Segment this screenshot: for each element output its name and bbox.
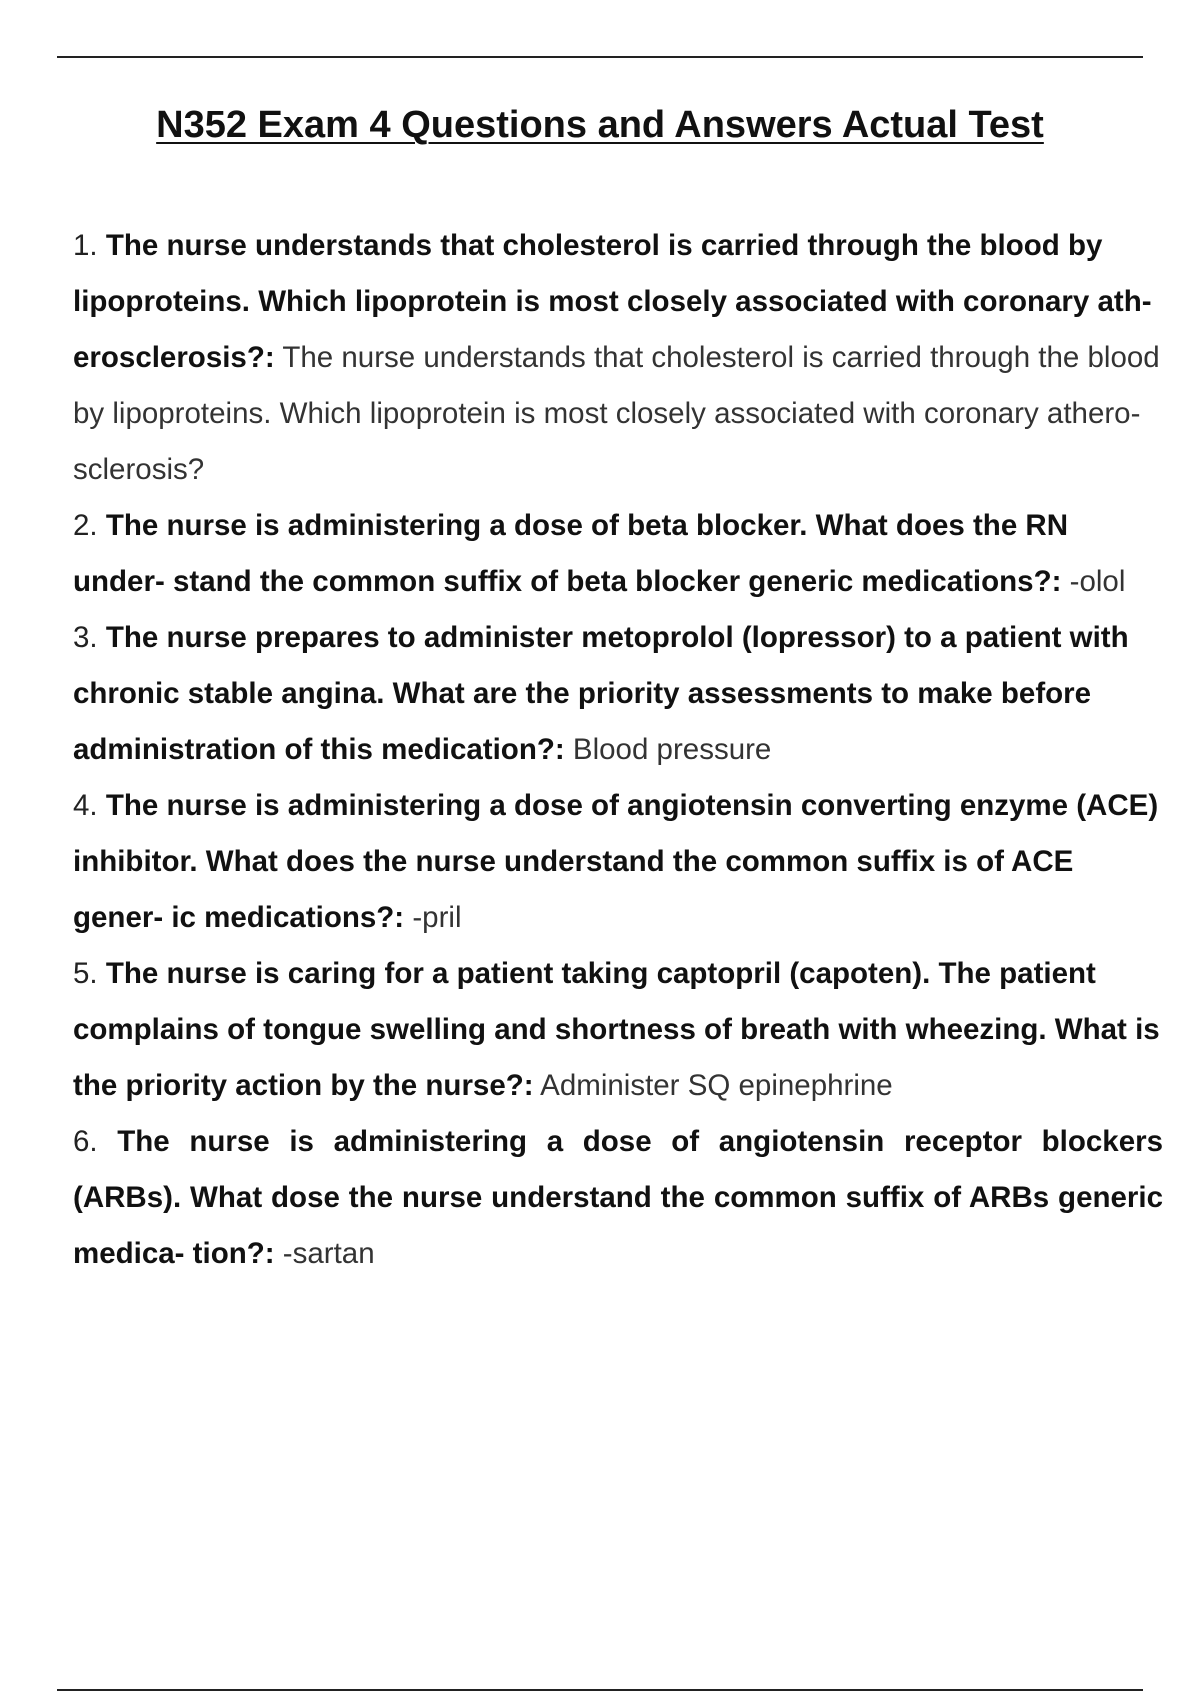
question-text: The nurse is administering a dose of angiotensin receptor blockers (ARBs). What dose the nurse understand the common suffix of ARBs generic medica- tion?:: [73, 1125, 1163, 1270]
question-list: [73, 218, 1163, 1282]
answer-text: -olol: [1069, 565, 1126, 598]
question-number: 2.: [73, 509, 98, 542]
page-title: N352 Exam 4 Questions and Answers Actual Test: [156, 104, 1044, 146]
question-text: The nurse understands that cholesterol is carried through the blood by lipoproteins. Which lipoprotein is most closely associated with coronary ath- erosclerosis?:: [73, 229, 1152, 374]
question-number: 1.: [73, 229, 98, 262]
question-item-2: [73, 498, 1163, 610]
question-text: The nurse is administering a dose of angiotensin converting enzyme (ACE) inhibitor. What does the nurse understand the common suffix is of ACE gener- ic medications?:: [73, 789, 1159, 934]
question-number: 3.: [73, 621, 98, 654]
question-item-6: [73, 1114, 1163, 1282]
question-text: The nurse prepares to administer metoprolol (lopressor) to a patient with chronic stable angina. What are the priority assessments to make before administration of this medication?:: [73, 621, 1129, 766]
bottom-divider: [57, 1689, 1143, 1691]
question-number: 5.: [73, 957, 98, 990]
question-number: 6.: [73, 1125, 98, 1158]
answer-text: Administer SQ epinephrine: [540, 1069, 893, 1102]
answer-text: -sartan: [282, 1237, 375, 1270]
answer-text: Blood pressure: [572, 733, 772, 766]
answer-text: -pril: [412, 901, 462, 934]
question-number: 4.: [73, 789, 98, 822]
question-text: The nurse is caring for a patient taking captopril (capoten). The patient complains of tongue swelling and shortness of breath with wheezing. What is the priority action by the nurse?:: [73, 957, 1160, 1102]
question-item-1: [73, 218, 1163, 498]
top-divider: [57, 56, 1143, 58]
question-item-5: [73, 946, 1163, 1114]
question-item-4: [73, 778, 1163, 946]
question-item-3: [73, 610, 1163, 778]
answer-text: The nurse understands that cholesterol is carried through the blood by lipoproteins. Which lipoprotein is most closely associated with coronary athero- sclerosis?: [73, 341, 1160, 486]
question-text: The nurse is administering a dose of beta blocker. What does the RN under- stand the common suffix of beta blocker generic medications?:: [73, 509, 1069, 598]
